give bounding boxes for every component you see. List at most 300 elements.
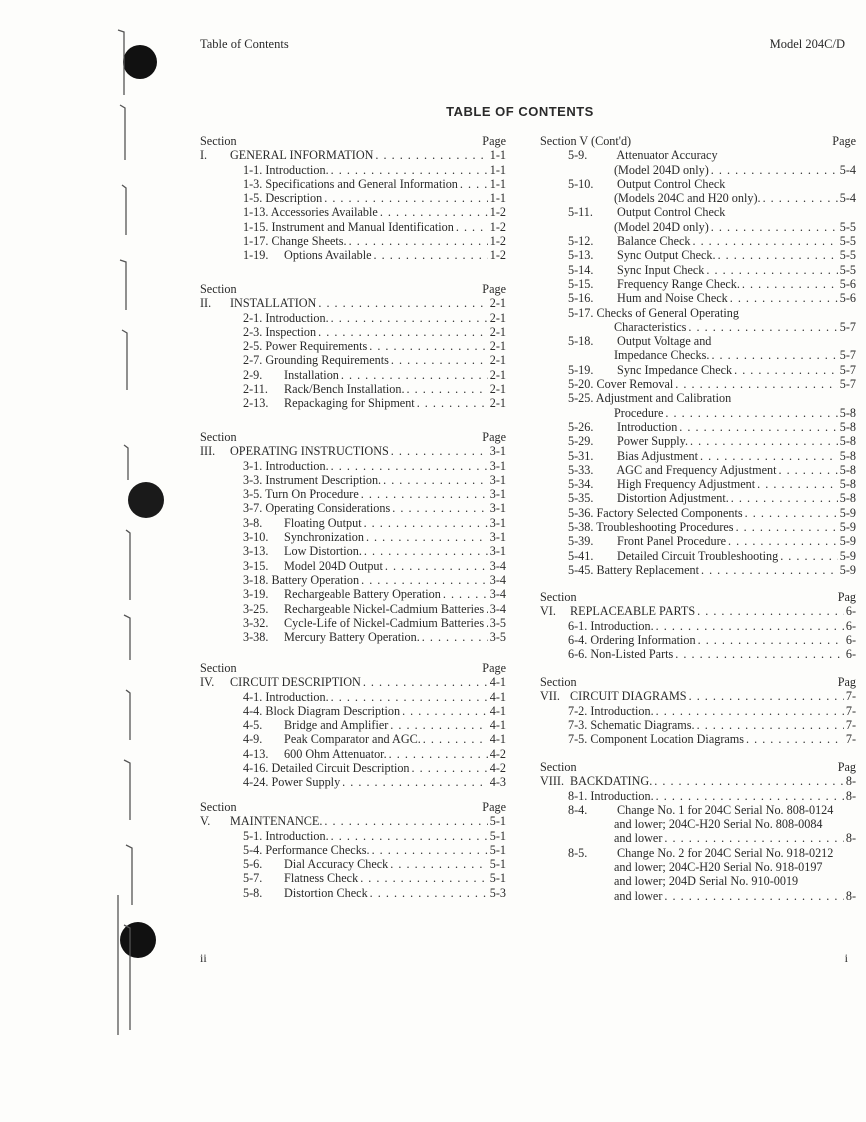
toc-entry[interactable] xyxy=(540,534,856,548)
toc-entry[interactable] xyxy=(200,573,506,587)
toc-entry-line xyxy=(540,491,856,505)
section-title-row xyxy=(200,675,506,689)
entry-number: 5-26. xyxy=(568,419,594,434)
entry-title-text: Specifications and General Information xyxy=(265,176,458,191)
hole-punch-bottom xyxy=(120,922,156,958)
entry-title xyxy=(540,306,739,320)
entry-title-text: Flatness Check xyxy=(284,871,359,886)
entry-title xyxy=(540,506,743,520)
entry-title-text: Frequency Range Check. xyxy=(617,276,740,291)
toc-entry[interactable] xyxy=(200,616,506,630)
dot-leader xyxy=(780,549,838,563)
entry-page: 3-5 xyxy=(489,630,506,645)
page-number-right: i xyxy=(844,951,848,965)
section-roman: I. xyxy=(200,148,208,163)
toc-entry[interactable] xyxy=(200,530,506,544)
entry-page: 1-1 xyxy=(489,191,506,206)
entry-number: 1-5. xyxy=(243,191,263,206)
entry-page: 5-5 xyxy=(839,234,856,249)
entry-page: 2-1 xyxy=(489,353,506,368)
toc-entry-line xyxy=(200,205,506,219)
entry-title-text: Instrument Description. xyxy=(265,472,382,487)
toc-entry-line xyxy=(540,277,856,291)
section-label: Section xyxy=(200,661,237,675)
entry-page: 4-2 xyxy=(489,761,506,776)
toc-entry[interactable] xyxy=(200,516,506,530)
entry-title xyxy=(200,163,329,177)
toc-entry-line xyxy=(540,263,856,277)
entry-title xyxy=(200,718,388,732)
toc-entry[interactable] xyxy=(200,587,506,601)
dot-leader xyxy=(664,831,843,845)
toc-entry-line xyxy=(200,630,506,644)
entry-page: 5-9 xyxy=(839,562,856,577)
toc-entry[interactable] xyxy=(200,248,506,262)
dot-leader xyxy=(391,444,488,458)
entry-number: 1-15. xyxy=(243,219,269,234)
section-name: INSTALLATION xyxy=(230,296,317,311)
toc-entry[interactable] xyxy=(200,339,506,353)
toc-entry[interactable] xyxy=(540,449,856,463)
entry-page: 8- xyxy=(845,888,856,903)
entry-title xyxy=(200,732,421,746)
toc-entry[interactable] xyxy=(200,630,506,644)
entry-title-text: Instrument and Manual Identification xyxy=(271,219,454,234)
toc-entry[interactable] xyxy=(540,803,856,846)
entry-title xyxy=(540,434,688,448)
entry-title xyxy=(200,559,383,573)
dot-leader xyxy=(341,368,488,382)
toc-entry[interactable] xyxy=(540,377,856,391)
section-title-row xyxy=(540,604,856,618)
entry-page: 5-7 xyxy=(839,362,856,377)
dot-leader xyxy=(407,382,488,396)
toc-entry-line xyxy=(540,320,856,334)
entry-number: 5-1. xyxy=(243,828,263,843)
entry-number: 8-1. xyxy=(568,788,588,803)
entry-title xyxy=(540,619,654,633)
section-label: Section xyxy=(540,675,577,689)
toc-entry[interactable] xyxy=(540,633,856,647)
toc-entry[interactable] xyxy=(540,391,856,420)
toc-entry[interactable] xyxy=(540,463,856,477)
toc-entry[interactable] xyxy=(200,382,506,396)
toc-entry[interactable] xyxy=(540,520,856,534)
section-roman: VI. xyxy=(540,604,556,619)
toc-entry[interactable] xyxy=(540,291,856,305)
dot-leader xyxy=(689,689,844,703)
entry-page: 8- xyxy=(845,788,856,803)
section-title xyxy=(200,675,361,689)
entry-number: 6-1. xyxy=(568,618,588,633)
toc-entry-line xyxy=(540,889,856,903)
section-label: Section xyxy=(200,800,237,814)
entry-title xyxy=(540,789,654,803)
toc-entry[interactable] xyxy=(540,477,856,491)
section-roman: IV. xyxy=(200,675,215,690)
entry-title xyxy=(200,630,420,644)
entry-page: 5-8 xyxy=(839,434,856,449)
section-title xyxy=(540,774,652,788)
entry-title-text: Battery Replacement xyxy=(596,562,699,577)
section-page: 6- xyxy=(845,604,856,619)
entry-page: 4-3 xyxy=(489,775,506,790)
entry-page: 5-8 xyxy=(839,491,856,506)
entry-page: 3-4 xyxy=(489,601,506,616)
toc-entry-line xyxy=(540,732,856,746)
toc-section xyxy=(200,800,506,900)
entry-title-text: Sync Output Check. xyxy=(617,248,716,263)
dot-leader xyxy=(363,675,488,689)
toc-entry[interactable] xyxy=(200,368,506,382)
entry-page: 6- xyxy=(845,618,856,633)
dot-leader xyxy=(734,363,838,377)
entry-page: 7- xyxy=(845,703,856,718)
section-name: GENERAL INFORMATION xyxy=(230,148,374,163)
toc-entry[interactable] xyxy=(200,205,506,219)
toc-entry[interactable] xyxy=(540,718,856,732)
entry-number: 5-11. xyxy=(568,205,593,220)
toc-entry[interactable] xyxy=(540,306,856,335)
entry-number: 5-13. xyxy=(568,248,594,263)
toc-entry-line xyxy=(540,177,856,191)
toc-entry-line xyxy=(540,831,856,845)
dot-leader xyxy=(675,647,844,661)
toc-entry[interactable] xyxy=(540,420,856,434)
entry-title xyxy=(540,363,732,377)
toc-entry[interactable] xyxy=(200,311,506,325)
entry-page: 3-1 xyxy=(489,458,506,473)
entry-number: 1-17. xyxy=(243,234,269,249)
dot-leader xyxy=(385,559,488,573)
toc-entry[interactable] xyxy=(540,248,856,262)
entry-title xyxy=(200,602,484,616)
entry-number: 3-13. xyxy=(243,544,269,559)
toc-entry[interactable] xyxy=(540,704,856,718)
toc-entry-line xyxy=(540,647,856,661)
entry-page: 4-1 xyxy=(489,718,506,733)
toc-entry[interactable] xyxy=(200,177,506,191)
toc-entry[interactable] xyxy=(200,191,506,205)
section-name: BACKDATING. xyxy=(570,774,653,789)
toc-entry[interactable] xyxy=(540,205,856,234)
entry-number: 5-39. xyxy=(568,534,594,549)
toc-entry-line xyxy=(540,563,856,577)
entry-title xyxy=(200,311,329,325)
entry-title-text: Options Available xyxy=(284,248,372,263)
entry-title-text: Grounding Requirements xyxy=(265,353,389,368)
entry-title-text: Rack/Bench Installation. xyxy=(284,382,405,397)
entry-title-text: Attenuator Accuracy xyxy=(616,148,718,163)
toc-entry-line xyxy=(200,857,506,871)
dot-leader xyxy=(423,732,488,746)
dot-leader xyxy=(486,616,488,630)
toc-entry[interactable] xyxy=(200,871,506,885)
toc-entry-line xyxy=(540,704,856,718)
entry-page: 5-1 xyxy=(489,828,506,843)
section-title-row xyxy=(200,444,506,458)
dot-leader xyxy=(370,886,488,900)
dot-leader xyxy=(364,516,488,530)
toc-entry[interactable] xyxy=(540,549,856,563)
entry-number: 5-41. xyxy=(568,548,594,563)
dot-leader xyxy=(443,587,488,601)
entry-number: 2-9. xyxy=(243,367,263,382)
entry-title xyxy=(540,463,776,477)
entry-title-text: Rechargeable Nickel-Cadmium Batteries xyxy=(284,601,485,616)
toc-entry[interactable] xyxy=(200,473,506,487)
entry-page: 5-6 xyxy=(839,291,856,306)
entry-number: 4-4. xyxy=(243,703,263,718)
entry-title xyxy=(200,368,339,382)
toc-entry[interactable] xyxy=(540,263,856,277)
entry-number: 2-1. xyxy=(243,310,263,325)
toc-entry[interactable] xyxy=(540,732,856,746)
toc-entry[interactable] xyxy=(200,325,506,339)
toc-entry[interactable] xyxy=(540,334,856,363)
toc-entry-line xyxy=(540,874,856,888)
toc-entry[interactable] xyxy=(540,434,856,448)
entry-title xyxy=(200,871,358,885)
toc-entry[interactable] xyxy=(200,396,506,410)
entry-title xyxy=(200,857,388,871)
entry-title xyxy=(200,761,410,775)
entry-number: 5-38. xyxy=(568,520,594,535)
toc-entry-line xyxy=(200,886,506,900)
toc-entry-line xyxy=(540,163,856,177)
entry-title-text: 600 Ohm Attenuator. xyxy=(284,746,387,761)
entry-title-text: Change No. 2 for 204C Serial No. 918-0212 xyxy=(617,845,834,860)
page-label: Page xyxy=(482,661,506,675)
toc-entry[interactable] xyxy=(540,148,856,177)
dot-leader xyxy=(375,148,487,162)
toc-entry[interactable] xyxy=(540,177,856,206)
dot-leader xyxy=(697,718,844,732)
entry-title-text: Operating Considerations xyxy=(265,501,391,516)
dot-leader xyxy=(745,506,838,520)
section-roman: VIII. xyxy=(540,774,565,789)
toc-entry-line xyxy=(200,191,506,205)
entry-page: 5-9 xyxy=(839,548,856,563)
page-label: Pag xyxy=(837,590,856,604)
toc-entry[interactable] xyxy=(200,559,506,573)
entry-title-text: Detailed Circuit Description xyxy=(271,761,410,776)
entry-number: 3-7. xyxy=(243,501,263,516)
entry-page: 4-2 xyxy=(489,746,506,761)
entry-page: 3-4 xyxy=(489,587,506,602)
toc-entry[interactable] xyxy=(200,544,506,558)
toc-entry-line xyxy=(540,449,856,463)
toc-entry-line xyxy=(200,459,506,473)
entry-number: 5-8. xyxy=(243,885,263,900)
dot-leader xyxy=(711,220,838,234)
entry-page: 1-1 xyxy=(489,176,506,191)
toc-entry[interactable] xyxy=(540,363,856,377)
toc-entry[interactable] xyxy=(540,491,856,505)
dot-leader xyxy=(742,277,838,291)
dot-leader xyxy=(349,234,488,248)
toc-entry[interactable] xyxy=(200,487,506,501)
section-title-row xyxy=(540,689,856,703)
toc-entry[interactable] xyxy=(200,220,506,234)
section-page: 3-1 xyxy=(489,444,506,459)
entry-page: 5-5 xyxy=(839,219,856,234)
entry-title-text: Inspection xyxy=(265,324,317,339)
toc-entry-line xyxy=(540,205,856,219)
entry-title xyxy=(540,191,761,205)
toc-entry[interactable] xyxy=(540,846,856,903)
entry-title xyxy=(200,516,362,530)
entry-title-text: Procedure xyxy=(614,405,664,420)
toc-entry-line xyxy=(200,311,506,325)
entry-page: 5-7 xyxy=(839,348,856,363)
toc-entry[interactable] xyxy=(200,501,506,515)
entry-title xyxy=(540,874,798,888)
toc-entry[interactable] xyxy=(540,563,856,577)
page-label: Pag xyxy=(837,760,856,774)
entry-page: 5-1 xyxy=(489,871,506,886)
entry-title xyxy=(200,616,484,630)
toc-entry[interactable] xyxy=(540,619,856,633)
entry-number: 3-8. xyxy=(243,515,263,530)
toc-entry-line xyxy=(200,573,506,587)
toc-entry-line xyxy=(540,334,856,348)
entry-title-text: Introduction. xyxy=(590,618,654,633)
toc-entry[interactable] xyxy=(200,353,506,367)
toc-entry-line xyxy=(540,718,856,732)
entry-title xyxy=(540,348,709,362)
entry-title-text: Front Panel Procedure xyxy=(617,534,727,549)
entry-page: 3-4 xyxy=(489,558,506,573)
entry-title-text: Detailed Circuit Troubleshooting xyxy=(617,548,779,563)
entry-title xyxy=(540,205,725,219)
entry-title xyxy=(540,377,673,391)
entry-title-text: Power Supply. xyxy=(617,434,689,449)
toc-entry[interactable] xyxy=(200,602,506,616)
toc-entry[interactable] xyxy=(540,789,856,803)
dot-leader xyxy=(360,871,488,885)
section-title-row xyxy=(200,148,506,162)
entry-number: 3-25. xyxy=(243,601,269,616)
dot-leader xyxy=(692,234,837,248)
entry-title xyxy=(540,406,663,420)
entry-title-text: Bridge and Amplifier xyxy=(284,718,389,733)
toc-entry[interactable] xyxy=(200,459,506,473)
entry-number: 5-14. xyxy=(568,262,594,277)
entry-title-text: Distortion Adjustment. xyxy=(617,491,729,506)
entry-number: 2-7. xyxy=(243,353,263,368)
toc-entry-line xyxy=(200,325,506,339)
entry-title-text: Floating Output xyxy=(284,515,362,530)
toc-entry[interactable] xyxy=(200,761,506,775)
entry-title xyxy=(540,563,699,577)
entry-title-text: Change No. 1 for 204C Serial No. 808-0124 xyxy=(617,802,834,817)
entry-page: 5-5 xyxy=(839,248,856,263)
dot-leader xyxy=(331,829,488,843)
dot-leader xyxy=(361,573,488,587)
toc-entry-line xyxy=(200,704,506,718)
entry-title xyxy=(200,382,405,396)
entry-title-text: Introduction. xyxy=(265,689,329,704)
dot-leader xyxy=(665,406,837,420)
entry-page: 4-1 xyxy=(489,703,506,718)
toc-entry[interactable] xyxy=(200,718,506,732)
section-header xyxy=(200,800,506,814)
entry-title xyxy=(540,491,729,505)
entry-number: 5-35. xyxy=(568,491,594,506)
entry-title-text: Peak Comparator and AGC. xyxy=(284,732,421,747)
toc-entry-line xyxy=(540,789,856,803)
entry-title-text: Change Sheets. xyxy=(271,234,347,249)
toc-entry[interactable] xyxy=(540,506,856,520)
dot-leader xyxy=(656,789,844,803)
toc-entry[interactable] xyxy=(200,747,506,761)
running-header-left: Table of Contents xyxy=(200,37,289,51)
toc-entry[interactable] xyxy=(200,843,506,857)
dot-leader xyxy=(331,690,488,704)
entry-title xyxy=(200,248,372,262)
entry-number: 5-16. xyxy=(568,291,594,306)
toc-entry[interactable] xyxy=(200,775,506,789)
page-label: Page xyxy=(482,134,506,148)
dot-leader xyxy=(392,501,488,515)
entry-page: 5-7 xyxy=(839,377,856,392)
section-header xyxy=(540,675,856,689)
toc-entry[interactable] xyxy=(200,704,506,718)
toc-entry[interactable] xyxy=(200,886,506,900)
entry-title xyxy=(540,420,677,434)
entry-number: 1-1. xyxy=(243,162,263,177)
entry-title xyxy=(200,177,458,191)
section-title xyxy=(200,296,316,310)
toc-entry-line xyxy=(200,220,506,234)
toc-entry-line xyxy=(540,477,856,491)
toc-entry-line xyxy=(540,220,856,234)
toc-entry[interactable] xyxy=(200,234,506,248)
section-header xyxy=(200,661,506,675)
entry-title-text: Mercury Battery Operation. xyxy=(284,630,420,645)
toc-entry[interactable] xyxy=(200,857,506,871)
entry-page: 3-1 xyxy=(489,501,506,516)
dot-leader xyxy=(366,530,488,544)
entry-page: 6- xyxy=(845,632,856,647)
entry-title-text: (Model 204D only) xyxy=(614,162,709,177)
entry-number: 7-2. xyxy=(568,703,588,718)
entry-number: 3-5. xyxy=(243,487,263,502)
entry-title xyxy=(540,277,740,291)
page-label: Pag xyxy=(837,675,856,689)
toc-entry-line xyxy=(540,234,856,248)
toc-entry[interactable] xyxy=(540,234,856,248)
entry-number: 1-3. xyxy=(243,176,263,191)
toc-section xyxy=(200,661,506,790)
toc-entry[interactable] xyxy=(200,690,506,704)
toc-entry-line xyxy=(540,506,856,520)
entry-page: 3-1 xyxy=(489,530,506,545)
toc-entry[interactable] xyxy=(200,829,506,843)
toc-section xyxy=(540,590,856,661)
entry-title-text: Power Requirements xyxy=(265,339,368,354)
toc-entry[interactable] xyxy=(200,163,506,177)
toc-entry-line xyxy=(540,463,856,477)
toc-entry-line xyxy=(200,382,506,396)
entry-title-text: Accessories Available xyxy=(270,205,378,220)
toc-entry[interactable] xyxy=(540,647,856,661)
toc-entry[interactable] xyxy=(540,277,856,291)
entry-title xyxy=(200,487,359,501)
entry-title xyxy=(200,829,329,843)
toc-entry[interactable] xyxy=(200,732,506,746)
